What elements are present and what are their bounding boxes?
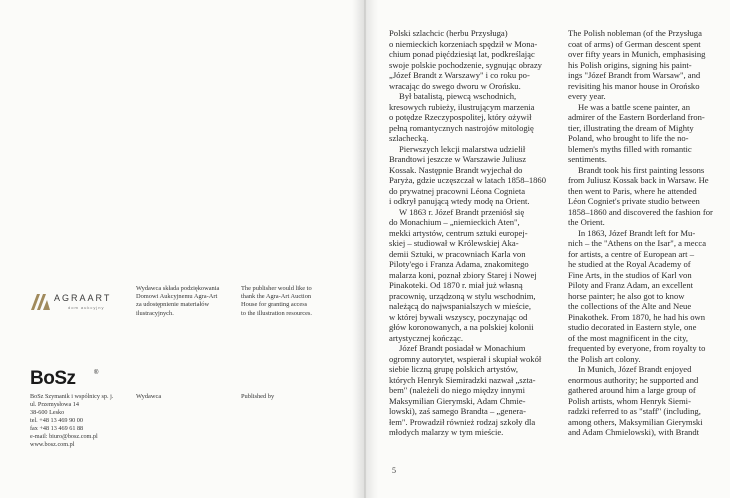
text-line: Polski szlachcic (herbu Przysługa) [389,28,508,38]
address-line: ul. Przemysłowa 14 [30,401,79,408]
paragraph [389,207,549,344]
page-number: 5 [392,466,396,475]
text-line: In 1863, Józef Brandt left for Mu- [578,227,696,238]
text-line: sentiments. [568,154,607,164]
paragraph [568,102,713,165]
text-line: Brandt took his first painting lessons [578,164,705,175]
text-line: the collections of the Alte and Neue [568,301,692,311]
text-line: from Juliusz Kossak back in Warsaw. He [568,175,709,185]
text-line: admirer of the Eastern Borderland fron- [568,112,705,122]
address-website: www.bosz.com.pl [30,441,75,448]
text-line: o potędze Rzeczypospolitej, który ożywił [389,112,532,122]
text-line: W 1863 r. Józef Brandt przeniósł się [399,206,525,217]
paragraph [568,28,713,102]
text-line: among others, Maksymilian Gierymski [568,416,703,427]
credit-line: ilustracyjnych. [136,309,174,317]
text-line: every year. [568,91,606,101]
agra-art-name: AGRAART [54,293,112,303]
text-line: The Polish nobleman (of the Przysługa [568,28,702,38]
paragraph [568,165,713,228]
credit-english [241,285,336,318]
text-line: o niemieckich korzeniach spędził w Mona- [389,38,538,49]
text-line: frequented by everyone, from royalty to [568,343,706,353]
text-line: „Józef Brandt z Warszawy" i co roku po- [389,70,530,80]
text-line: młodych malarzy w tym mieście. [389,427,504,437]
text-line: Józef Brandt posiadał w Monachium [399,343,526,353]
paragraph [389,28,549,91]
text-line: He was a battle scene painter, an [578,101,691,112]
text-line: Pierwszych lekcji malarstwa udzielił [399,143,526,154]
text-line: skiej – studiował w Królewskiej Aka- [389,238,519,248]
address-email: e-mail: biuro@bosz.com.pl [30,433,98,440]
bosz-logo: BoSz [30,368,76,389]
paragraph [568,364,713,438]
text-line: Piloty'ego i Franza Adama, znakomitego [389,259,529,269]
text-line: 1858–1860 and discovered the fashion for [568,206,713,217]
text-line: tier, illustrating the dream of Mighty [568,122,694,133]
text-line: of the most magnificent in the city, [568,332,688,343]
credit-polish [136,285,234,318]
text-line: and Adam Chmielowski), with Brandt [568,427,700,437]
text-line: the Polish art colony. [568,353,641,364]
text-line: horse painter; he also got to know [568,290,685,301]
text-line: then went to Paris, where he attended [568,185,697,196]
text-line: Fine Arts, in the studios of Karl von [568,269,692,280]
text-line: Był batalistą, piewcą wschodnich, [399,91,517,101]
credit-line: thank the Agra-Art Auction [241,293,312,301]
text-line: malarza koni, poznał zbiory Starej i Nowej [389,269,537,280]
text-line: Léon Cogniet's private studio between [568,196,700,206]
text-line: studio decorated in Eastern style, one [568,322,697,332]
text-line: the Orient. [568,217,605,227]
address-fax: fax +48 13 469 61 88 [30,425,84,432]
text-line: revisiting his manor house in Orońsko [568,80,700,91]
paragraph [389,144,549,207]
publisher-address [30,393,134,449]
text-line: artystycznej kończąc. [389,332,463,343]
agra-art-tagline: dom aukcyjny [68,305,105,310]
credit-line: Domowi Aukcyjnemu Agra-Art [136,293,218,301]
text-line: kresowych rubieży, ilustrującym marzenia [389,101,535,112]
english-text-column [568,28,713,438]
address-phone: tel. +48 13 469 90 00 [30,417,83,424]
text-line: Kossak. Następnie Brandt wyjechał do [389,164,523,175]
publisher-label-english: Published by [241,393,275,400]
text-line: Piloty and Franz Adam, an excellent [568,280,694,290]
text-line: ogromny autorytet, wspierał i skupiał wokół [389,353,542,364]
text-line: over fifty years in Munich, emphasising [568,49,706,59]
paragraph [568,228,713,365]
text-line: In Munich, Józef Brandt enjoyed [578,364,692,374]
agra-art-mark-icon [30,290,52,312]
text-line: Paryża, gdzie uczęszczał w latach 1858–1860 [389,175,547,185]
polish-text-column [389,28,549,438]
registered-mark: ® [94,370,99,376]
paragraph [389,343,549,438]
text-line: mekki artystów, centrum sztuki europej- [389,227,528,238]
text-line: he studied at the Royal Academy of [568,259,691,269]
text-line: Pinakoteki. Od 1870 r. miał już własną [389,280,523,290]
text-line: pełną romantycznych nastrojów mitologię [389,122,534,133]
text-line: należącą do najwspanialszych w mieście, [389,301,531,311]
text-line: których Henryk Siemiradzki nazwał „szta- [389,374,536,385]
address-line: 38-600 Lesko [30,409,65,416]
text-line: swoje polskie pochodzenie, sygnując obrazy [389,59,542,70]
credit-line: za udostępnienie materiałów [136,301,210,309]
text-line: for artists, a centre of European art – [568,248,694,259]
text-line: coat of arms) of German descent spent [568,38,701,49]
credit-line: to the illustration resources. [241,309,312,317]
text-line: ings "Józef Brandt from Warsaw", and [568,70,701,80]
text-line: Polish artists, whom Henryk Siemi- [568,395,691,406]
text-line: głów koronowanych, a na polskiej kolonii [389,322,534,332]
credit-line: Wydawca składa podziękowania [136,285,220,292]
text-line: do prywatnej pracowni Léona Cognieta [389,185,526,196]
text-line: szlachecką. [389,133,429,143]
agra-art-logo [30,290,130,314]
credit-line: The publisher would like to [241,285,312,292]
text-line: Pinakothek. From 1870, he had his own [568,311,706,322]
text-line: łem". Prowadził również rodzaj szkoły dla [389,416,536,427]
publisher-label-polish: Wydawca [136,393,162,400]
text-line: wracając do swego dworu w Orońsku. [389,80,521,91]
book-gutter-shadow [352,0,378,498]
text-line: gathered around him a large group of [568,385,696,395]
text-line: i odkrył panującą wtedy modę na Orient. [389,196,530,206]
text-line: Maksymilian Gierymski, Adam Chmie- [389,395,526,406]
address-line: BoSz Szymanik i wspólnicy sp. j. [30,393,114,400]
text-line: do Monachium – „niemieckich Aten", [389,217,520,227]
text-line: chium ponad pięćdziesiąt lat, podkreślając [389,49,535,59]
text-line: pracownię, urządzoną w stylu wschodnim, [389,290,536,301]
text-line: bem" (należeli do niego między innymi [389,385,525,395]
text-line: his Polish origins, signing his paint- [568,59,692,70]
text-line: enormous authority; he supported and [568,374,699,385]
text-line: Poland, who brought to life the no- [568,133,689,143]
text-line: siebie liczną grupę polskich artystów, [389,364,519,374]
text-line: nich – the "Athens on the Isar", a mecca [568,238,707,248]
paragraph [389,91,549,144]
text-line: w której bywali wszyscy, poczynając od [389,311,528,322]
text-line: Brandtowi jeszcze w Warszawie Juliusz [389,154,527,164]
text-line: lowski), zaś samego Brandta – „genera- [389,406,526,416]
text-line: radzki referred to as "staff" (including, [568,406,701,416]
credit-line: House for granting access [241,301,308,309]
text-line: demii Sztuki, w pracowniach Karla von [389,248,526,259]
text-line: blemen's myths filled with romantic [568,143,692,154]
